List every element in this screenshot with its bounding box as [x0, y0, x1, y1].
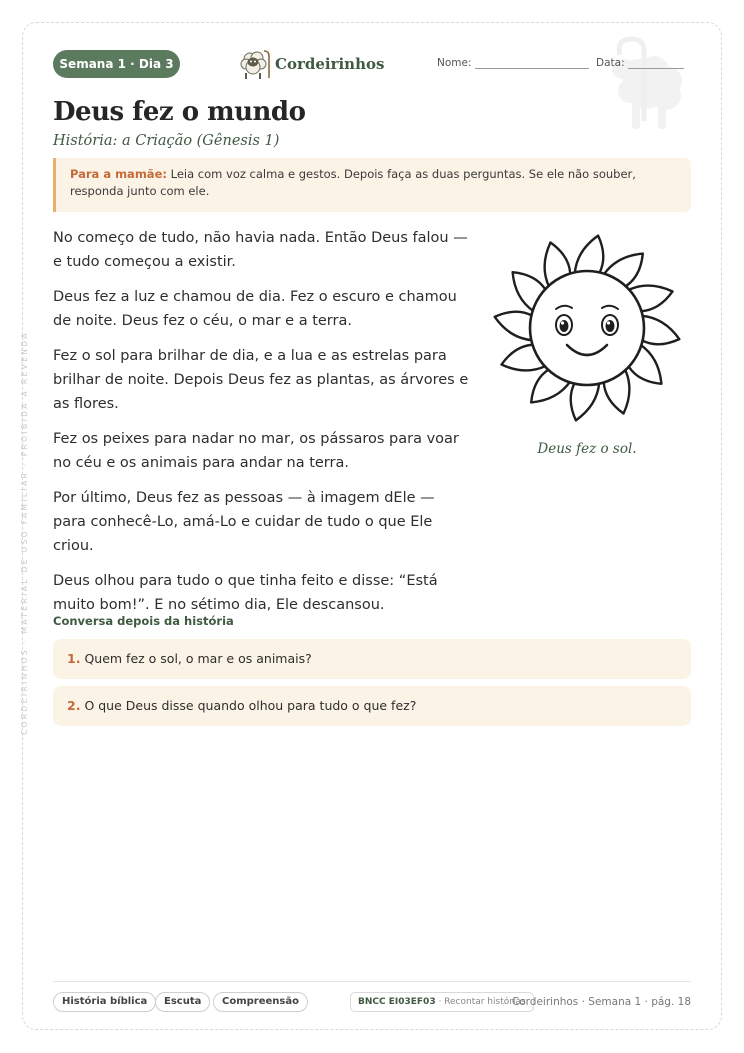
brand-name: Cordeirinhos	[275, 55, 385, 73]
note-text: Leia com voz calma e gestos. Depois faça as duas perguntas. Se ele não souber, responda junto com ele.	[70, 167, 636, 198]
name-field[interactable]	[437, 57, 589, 69]
question-text: Quem fez o sol, o mar e os animais?	[84, 651, 312, 666]
conversation-title: Conversa depois da história	[53, 614, 234, 628]
sun-illustration	[493, 233, 681, 433]
parent-note	[53, 158, 691, 212]
date-line[interactable]	[628, 58, 684, 69]
story-paragraph: Fez o sol para brilhar de dia, e a lua e as estrelas para brilhar de noite. Depois Deus fez as plantas, as árvores e as flores.	[53, 348, 469, 412]
question-text: O que Deus disse quando olhou para tudo o que fez?	[84, 698, 417, 713]
side-vertical-text: CORDEIRINHOS · MATERIAL DE USO FAMILIAR · PROIBIDA A REVENDA	[20, 331, 29, 735]
date-field[interactable]	[596, 57, 684, 69]
tag-historia-biblica: História bíblica	[53, 992, 156, 1012]
sun-ray	[642, 316, 680, 345]
lamb-logo-icon	[237, 47, 271, 81]
illustration-caption: Deus fez o sol.	[537, 441, 637, 457]
question-item	[53, 639, 691, 679]
tag-escuta: Escuta	[155, 992, 210, 1012]
header	[53, 50, 691, 78]
footer-divider	[53, 981, 691, 982]
story-paragraph: No começo de tudo, não havia nada. Então Deus falou — e tudo começou a existir.	[53, 230, 468, 270]
brand	[237, 48, 384, 80]
footer-page-info: Cordeirinhos · Semana 1 · pág. 18	[511, 996, 691, 1008]
story-paragraph: Deus olhou para tudo o que tinha feito e disse: “Está muito bom!”. E no sétimo dia, Ele descansou.	[53, 573, 438, 613]
name-line[interactable]	[475, 58, 589, 69]
sun-ray	[571, 383, 600, 421]
story-paragraph: Fez os peixes para nadar no mar, os pássaros para voar no céu e os animais para andar na terra.	[53, 431, 459, 471]
story-text	[53, 226, 471, 628]
page-title: Deus fez o mundo	[53, 97, 306, 127]
note-label: Para a mamãe:	[70, 167, 167, 181]
sun-ray	[575, 236, 604, 274]
tag-compreensao: Compreensão	[213, 992, 308, 1012]
sun-ray	[495, 312, 533, 341]
bncc-badge	[350, 992, 534, 1012]
bncc-code: BNCC EI03EF03	[358, 997, 436, 1007]
story-paragraph: Deus fez a luz e chamou de dia. Fez o escuro e chamou de noite. Deus fez o céu, o mar e a terra.	[53, 289, 457, 329]
question-number: 2.	[67, 698, 81, 713]
name-label: Nome:	[437, 57, 472, 69]
date-label: Data:	[596, 57, 625, 69]
bncc-text: · Recontar histórias	[435, 997, 526, 1007]
page-subtitle: História: a Criação (Gênesis 1)	[53, 133, 280, 149]
question-item	[53, 686, 691, 726]
question-number: 1.	[67, 651, 81, 666]
week-day-badge: Semana 1 · Dia 3	[53, 50, 180, 78]
story-paragraph: Por último, Deus fez as pessoas — à imagem dEle — para conhecê-Lo, amá-Lo e cuidar de tudo o que Ele criou.	[53, 490, 435, 554]
